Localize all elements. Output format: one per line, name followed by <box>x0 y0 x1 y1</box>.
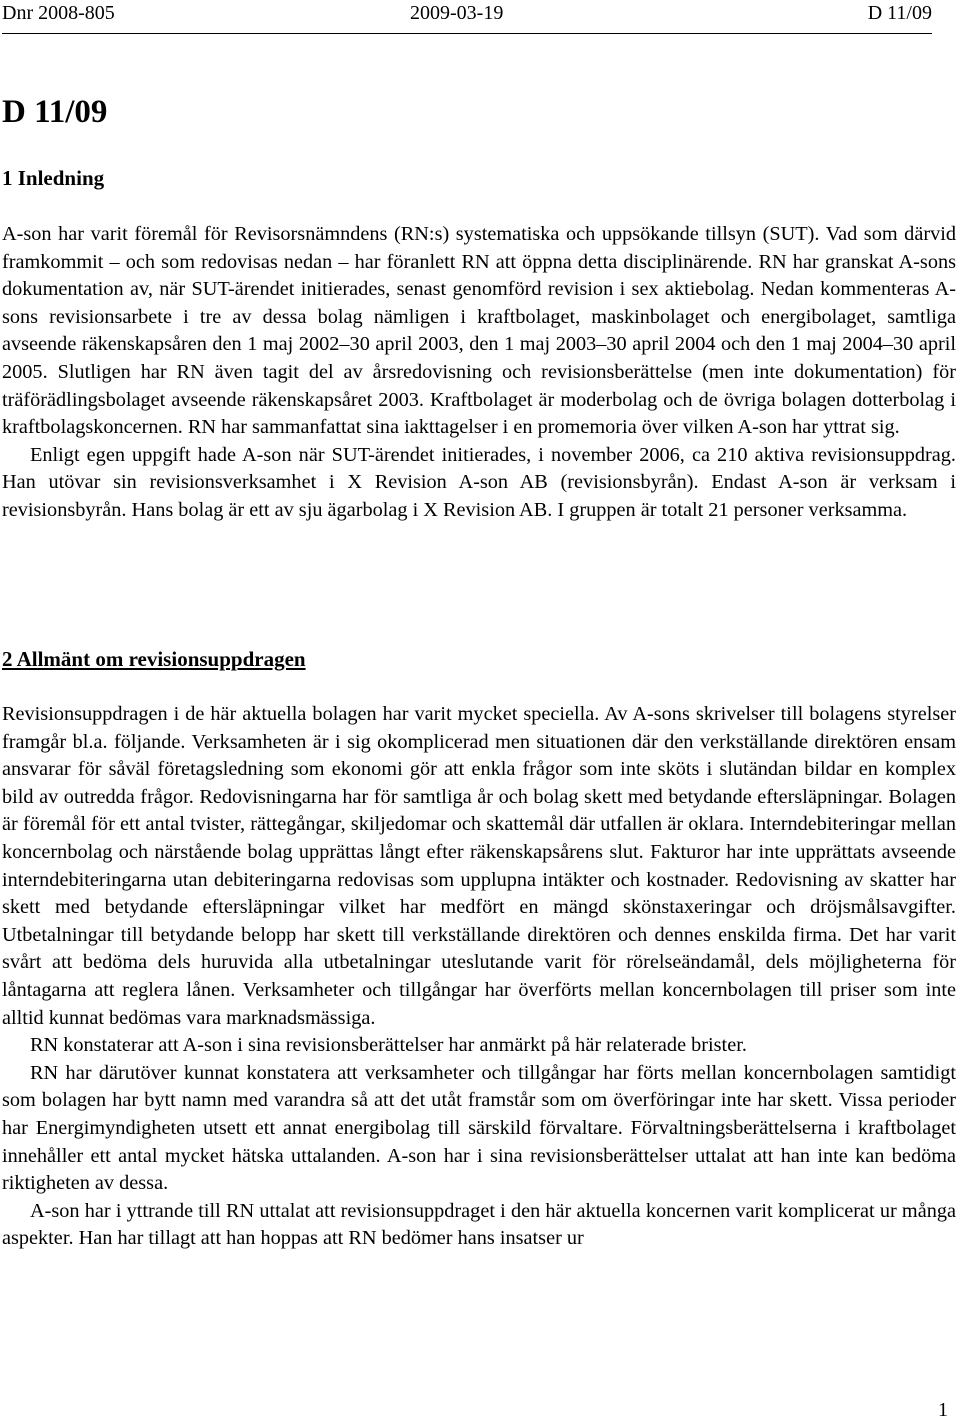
section-1-heading: 1 Inledning <box>2 166 105 190</box>
header-case: D 11/09 <box>867 2 932 24</box>
header-dnr: Dnr 2008-805 <box>2 2 115 24</box>
section-2-body <box>2 701 956 1253</box>
page-header <box>2 0 932 34</box>
page-number: 1 <box>938 1399 948 1421</box>
section-1-body <box>2 221 956 525</box>
section-2-paragraph: RN konstaterar att A-son i sina revisionsberättelser har anmärkt på här relaterade brister. <box>30 1034 747 1057</box>
section-1-paragraph: A-son har varit föremål för Revisorsnämndens (RN:s) systematiska och uppsökande tillsyn (SUT). Vad som därvid framkommit – och som redovisas nedan – har föranlett RN att öppna detta disciplinärende. RN har granskat A-sons dokumentation av, när SUT-ärendet initierades, senast genomförd revision i sex aktiebolag. Nedan kommenteras A-sons revisionsarbete i tre av dessa bolag nämligen i kraftbolaget, maskinbolaget och energibolaget, samtliga avseende räkenskapsåren den 1 maj 2002–30 april 2003, den 1 maj 2003–30 april 2004 och den 1 maj 2004–30 april 2005. Slutligen har RN även tagit del av årsredovisning och revisionsberättelse (men inte dokumentation) för träförädlingsbolaget avseende räkenskapsåret 2003. Kraftbolaget är moderbolag och de övriga bolagen dotterbolag i kraftbolagskoncernen. RN har sammanfattat sina iakttagelser i en promemoria över vilken A-son har yttrat sig. <box>2 223 956 439</box>
section-2-paragraph: Revisionsuppdragen i de här aktuella bolagen har varit mycket speciella. Av A-sons skrivelser till bolagens styrelser framgår bl.a. följande. Verksamheten är i sig okomplicerad men situationen där den verkställande direktören ensam ansvarar för såväl företagsledning som ekonomi gör att enkla frågor som inte sköts i slutändan bildar en komplex bild av outredda frågor. Redovisningarna har för samtliga år och bolag skett med betydande eftersläpningar. Bolagen är föremål för ett antal tvister, rättegångar, skiljedomar och skattemål där utfallen är oklara. Interndebiteringar mellan koncernbolag och närstående bolag upprättas långt efter räkenskapsårens slut. Fakturor har inte upprättats avseende interndebiteringarna utan debiteringarna redovisas som upplupna intäkter och kostnader. Redovisning av skatter har skett med betydande eftersläpningar vilket har medfört en mängd skönstaxeringar och dröjsmålsavgifter. Utbetalningar till betydande belopp har skett till verkställande direktören och dennes enskilda firma. Det har varit svårt att bedöma dels huruvida alla utbetalningar uteslutande varit för rörelseändamål, dels möjligheterna för låntagarna att reglera lånen. Verksamheter och tillgångar har överförts mellan koncernbolagen till priser som inte alltid kunnat bedömas vara marknadsmässiga. <box>2 703 956 1029</box>
section-2-paragraph: RN har därutöver kunnat konstatera att verksamheter och tillgångar har förts mellan koncernbolagen samtidigt som bolagen har bytt namn med varandra så att det utåt framstår som om överföringar inte har skett. Vissa perioder har Energimyndigheten utsett ett annat energibolag till särskild förvaltare. Förvaltningsberättelserna i kraftbolaget innehåller ett antal mycket hätska uttalanden. A-son har i sina revisionsberättelser uttalat att han inte kan bedöma riktigheten av dessa. <box>2 1061 956 1195</box>
header-date: 2009-03-19 <box>410 2 504 24</box>
document-title: D 11/09 <box>2 94 108 130</box>
section-2-paragraph: A-son har i yttrande till RN uttalat att revisionsuppdraget i den här aktuella koncernen varit komplicerat ur många aspekter. Han har tillagt att han hoppas att RN bedömer hans insatser ur <box>2 1199 956 1250</box>
section-1-paragraph: Enligt egen uppgift hade A-son när SUT-ärendet initierades, i november 2006, ca 210 aktiva revisionsuppdrag. Han utövar sin revisionsverksamhet i X Revision A-son AB (revisionsbyrån). Endast A-son är verksam i revisionsbyrån. Hans bolag är ett av sju ägarbolag i X Revision AB. I gruppen är totalt 21 personer verksamma. <box>2 443 956 521</box>
section-2-heading: 2 Allmänt om revisionsuppdragen <box>2 647 306 671</box>
